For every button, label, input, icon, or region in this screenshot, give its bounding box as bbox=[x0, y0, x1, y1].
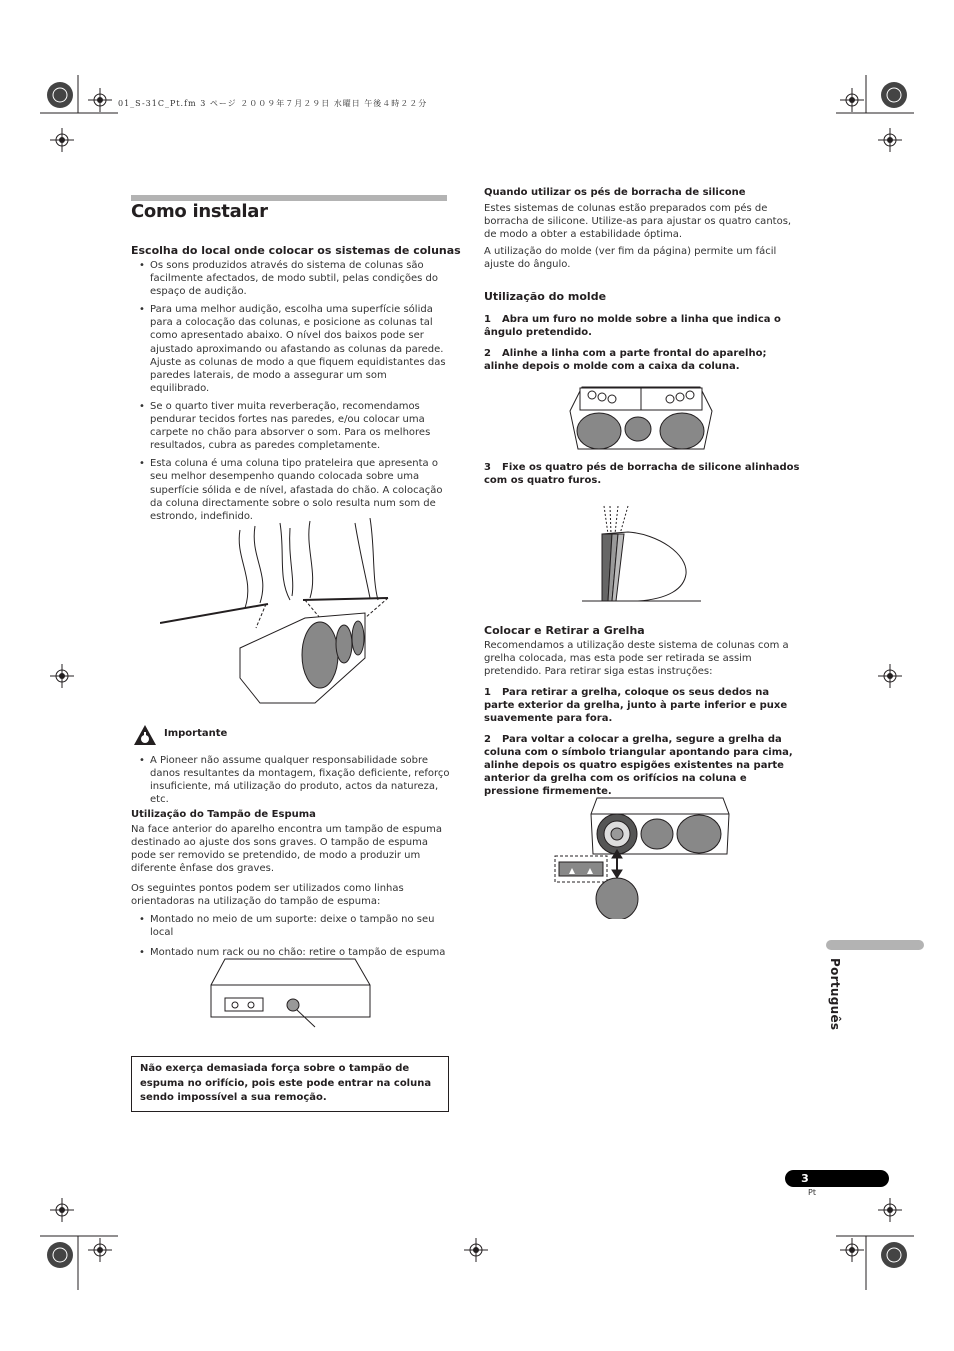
grille-step: 1 Para retirar a grelha, coloque os seus dedos na parte exterior da grelha, junto à parte inferior e puxe suavemente para fora. bbox=[484, 687, 788, 725]
feet-paragraph: Estes sistemas de colunas estão preparados com pés de borracha de silicone. Utilize-as para ajustar os quatro cantos, de modo a obter a estabilidade óptima. bbox=[484, 203, 792, 241]
important-label: Importante bbox=[164, 728, 228, 739]
foam-plug-illustration bbox=[205, 955, 375, 1030]
feet-heading: Quando utilizar os pés de borracha de silicone bbox=[484, 187, 746, 198]
location-list bbox=[132, 259, 448, 528]
page-number: 3 bbox=[801, 1172, 809, 1185]
template-step: 1 Abra um furo no molde sobre a linha que indica o ângulo pretendido. bbox=[484, 314, 781, 339]
list-item: • A Pioneer não assume qualquer responsabilidade sobre danos resultantes da montagem, fixação deficiente, reforço insuficiente, má utilização do produto, actos da natureza, etc. bbox=[132, 754, 450, 806]
page-title: Como instalar bbox=[131, 201, 268, 222]
feet-paragraph: A utilização do molde (ver fim da página) permite um fácil ajuste do ângulo. bbox=[484, 246, 777, 271]
list-item: • Montado no meio de um suporte: deixe o tampão no seu local bbox=[132, 913, 450, 939]
foam-paragraph: Na face anterior do aparelho encontra um tampão de espuma destinado ao ajuste dos sons graves. O tampão de espuma pode ser removido se pretendido, de modo a produzir um diferente ênfase dos graves. bbox=[131, 824, 443, 875]
grille-paragraph: Recomendamos a utilização deste sistema de colunas com a grelha colocada, mas esta pode ser retirada se assim pretendido. Para retirar siga estas instruções: bbox=[484, 640, 789, 678]
foam-paragraph: Os seguintes pontos podem ser utilizados como linhas orientadoras na utilização do tampão de espuma: bbox=[131, 883, 404, 908]
location-heading: Escolha do local onde colocar os sistemas de colunas bbox=[131, 244, 461, 257]
language-label: Português bbox=[828, 958, 842, 1031]
warning-triangle-icon bbox=[133, 724, 157, 746]
file-header-line: 01_S-31C_Pt.fm 3 ページ ２００９年７月２９日 水曜日 午後４時２２分 bbox=[118, 99, 428, 108]
foam-heading: Utilização do Tampão de Espuma bbox=[131, 809, 316, 820]
template-heading: Utilização do molde bbox=[484, 290, 607, 303]
list-item: • Os sons produzidos através do sistema de colunas são facilmente afectados, de modo subtil, pelas condições do espaço de audição. bbox=[132, 259, 448, 298]
list-item: • Se o quarto tiver muita reverberação, recomendamos pendurar tecidos fortes nas paredes, e/ou colocar uma carpete no chão para absorver o som. Para os melhores resultados, cubra as paredes completamente. bbox=[132, 400, 448, 452]
page-language-code: Pt bbox=[808, 1188, 816, 1197]
list-item: • Para uma melhor audição, escolha uma superfície sólida para a colocação das colunas, e posicione as colunas tal como apresentado abaixo. O nível dos baixos pode ser ajustado aproximando ou afastando as colunas da parede. Ajuste as colunas de modo a que fiquem equidistantes das paredes laterais, de modo a assegurar um som equilibrado. bbox=[132, 303, 448, 395]
language-tab bbox=[830, 958, 854, 1038]
grille-heading: Colocar e Retirar a Grelha bbox=[484, 624, 645, 637]
language-tab-bar bbox=[826, 940, 924, 950]
list-item: • Montado num rack ou no chão: retire o tampão de espuma bbox=[132, 946, 450, 959]
template-step: 2 Alinhe a linha com a parte frontal do aparelho; alinhe depois o molde com a caixa da coluna. bbox=[484, 348, 767, 373]
grille-illustration bbox=[553, 794, 733, 919]
important-list bbox=[132, 754, 450, 811]
grille-step: 2 Para voltar a colocar a grelha, segure a grelha da coluna com o símbolo triangular apontando para cima, alinhe depois os quatro espigões existentes na parte anterior da grelha com os orifícios na coluna e pressione firmemente. bbox=[484, 734, 793, 798]
speaker-placement-illustration bbox=[160, 518, 400, 718]
tilt-angle-illustration bbox=[578, 504, 703, 604]
template-step: 3 Fixe os quatro pés de borracha de silicone alinhados com os quatro furos. bbox=[484, 462, 800, 487]
list-item: • Esta coluna é uma coluna tipo prateleira que apresenta o seu melhor desempenho quando colocada sobre uma superfície sólida e de nível, afastada do chão. A colocação da coluna directamente sobre o solo resulta num som de estrondo, indefinido. bbox=[132, 457, 448, 522]
warning-box: Não exerça demasiada força sobre o tampão de espuma no orifício, pois este pode entrar na coluna sendo impossível a sua remoção. bbox=[131, 1056, 449, 1112]
template-on-speaker-illustration bbox=[566, 383, 716, 453]
